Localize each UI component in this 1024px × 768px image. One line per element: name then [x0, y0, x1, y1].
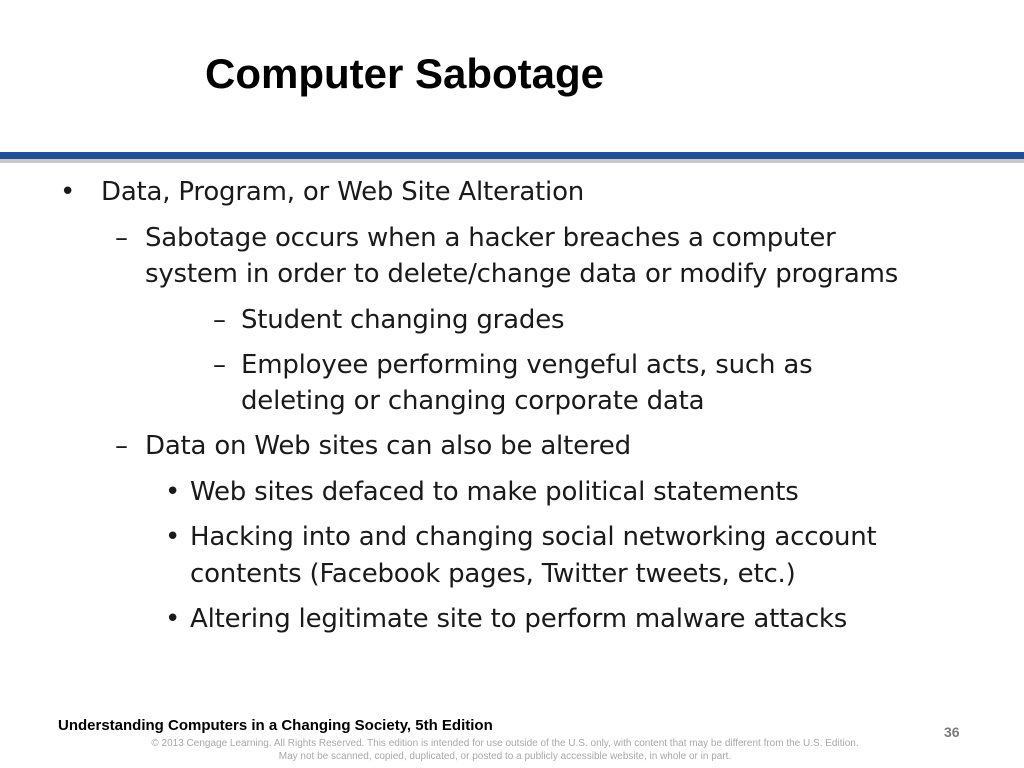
dash-marker: – — [115, 223, 128, 253]
bullet-marker: • — [165, 604, 181, 634]
slide-title: Computer Sabotage — [205, 50, 605, 97]
bullet-level3-text: Hacking into and changing social networking account — [190, 522, 877, 552]
bullet-level3-text-continued: deleting or changing corporate data — [241, 386, 705, 416]
copyright-notice-continued: May not be scanned, copied, duplicated, or posted to a publicly accessible website, in whole or in part. — [278, 751, 732, 762]
bullet-marker: • — [165, 477, 181, 507]
bullet-level2-text-continued: system in order to delete/change data or modify programs — [145, 259, 899, 289]
bullet-level3-text: Web sites defaced to make political statements — [190, 477, 799, 507]
dash-marker: – — [213, 350, 226, 380]
bullet-level3-text-continued: contents (Facebook pages, Twitter tweets, etc.) — [190, 559, 796, 589]
bullet-marker: • — [165, 522, 181, 552]
bullet-marker: • — [60, 177, 76, 207]
bullet-level2-text: Sabotage occurs when a hacker breaches a computer — [145, 223, 836, 253]
copyright-notice: © 2013 Cengage Learning. All Rights Reserved. This edition is intended for use outside of the U.S. only, with content that may be different from the U.S. Edition. — [151, 738, 859, 749]
bullet-level3-text: Student changing grades — [241, 305, 565, 335]
bullet-level2-text: Data on Web sites can also be altered — [145, 431, 631, 461]
footer-book-title: Understanding Computers in a Changing Society, 5th Edition — [58, 717, 493, 734]
bullet-level3-text: Employee performing vengeful acts, such as — [241, 350, 813, 380]
dash-marker: – — [115, 431, 128, 461]
bullet-level3-text: Altering legitimate site to perform malware attacks — [190, 604, 848, 634]
bullet-level1-text: Data, Program, or Web Site Alteration — [101, 177, 585, 207]
dash-marker: – — [213, 305, 226, 335]
page-number: 36 — [944, 724, 960, 740]
